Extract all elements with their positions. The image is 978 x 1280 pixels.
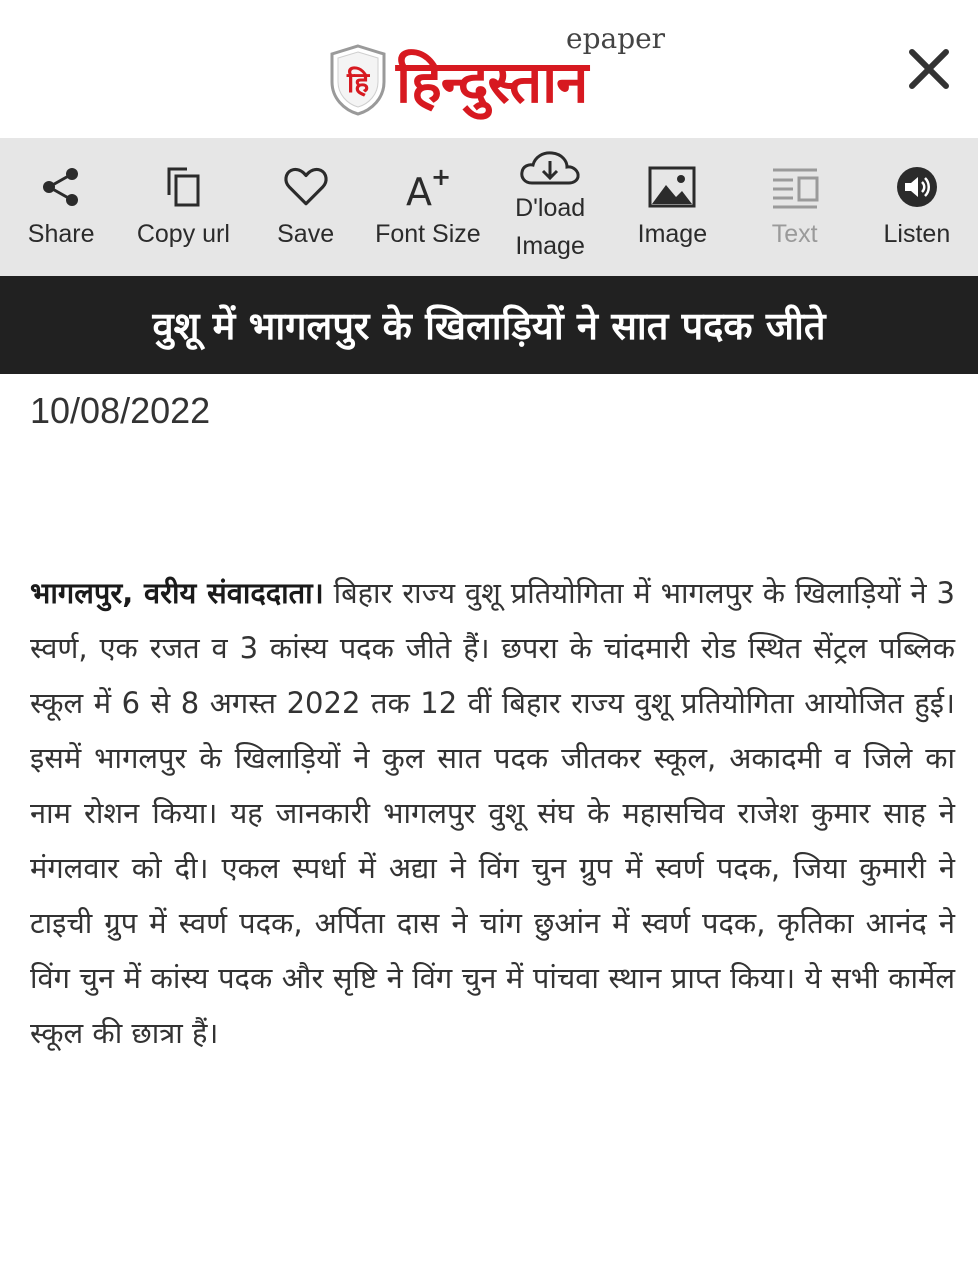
share-label: Share [27,220,95,248]
heart-icon [283,164,329,210]
image-view-button[interactable] [611,138,733,276]
font-size-label: Font Size [375,220,481,248]
download-image-label-line2: Image [515,232,585,260]
share-button[interactable] [0,138,122,276]
hindustan-logo [330,22,670,122]
share-icon [39,165,83,209]
headline-bar [0,276,978,374]
text-view-label: Text [771,220,818,248]
save-button[interactable] [245,138,367,276]
app-header [0,0,978,138]
brand-name: हिन्दुस्तान [396,48,588,116]
save-label: Save [277,220,335,248]
font-size-button[interactable] [367,138,489,276]
article-dateline: भागलपुर, वरीय संवाददाता। [30,576,324,610]
image-view-label: Image [637,220,708,248]
copy-url-label: Copy url [136,220,230,248]
copy-url-button[interactable] [122,138,244,276]
svg-text:A: A [405,170,432,211]
close-button[interactable] [904,44,954,94]
copy-icon [161,165,205,209]
article-body [30,566,955,1061]
listen-label: Listen [883,220,951,248]
download-image-button[interactable] [489,138,611,276]
close-icon [904,44,954,94]
listen-button[interactable] [856,138,978,276]
cloud-download-icon [518,149,582,189]
svg-text:+: + [430,163,451,191]
article-text: बिहार राज्य वुशू प्रतियोगिता में भागलपुर के खिलाड़ियों ने 3 स्वर्ण, एक रजत व 3 कांस्य पदक जीते हैं। छपरा के चांदमारी रोड स्थित सेंट्रल पब्लिक स्कूल में 6 से 8 अगस्त 2022 तक 12 वीं बिहार राज्य वुशू प्रतियोगिता आयोजित हुई। इसमें भागलपुर के खिलाड़ियों ने कुल सात पदक जीतकर स्कूल, अकादमी व जिले का नाम रोशन किया। यह जानकारी भागलपुर वुशू संघ के महासचिव राजेश कुमार साह ने मंगलवार को दी। एकल स्पर्धा में अद्या ने विंग चुन ग्रुप में स्वर्ण पदक, जिया कुमारी ने टाइची ग्रुप में स्वर्ण पदक, अर्पिता दास ने चांग छुआंन में स्वर्ण पदक, कृतिका आनंद ने विंग चुन में कांस्य पदक और सृष्टि ने विंग चुन में पांचवा स्थान प्राप्त किया। ये सभी कार्मेल स्कूल की छात्रा हैं। [30,576,956,1050]
text-view-button[interactable] [734,138,856,276]
logo-shield-icon [330,44,386,116]
article-date: 10/08/2022 [30,390,211,431]
article-toolbar [0,138,978,276]
article-headline: वुशू में भागलपुर के खिलाड़ियों ने सात पदक जीते [152,304,826,348]
download-image-label-line1: D'load [515,194,586,222]
epaper-label: epaper [566,22,666,55]
image-icon [648,165,696,209]
speaker-icon [895,165,939,209]
text-view-icon [771,165,819,209]
font-size-icon [404,163,452,211]
logo-shield-letter: हि [346,66,370,99]
